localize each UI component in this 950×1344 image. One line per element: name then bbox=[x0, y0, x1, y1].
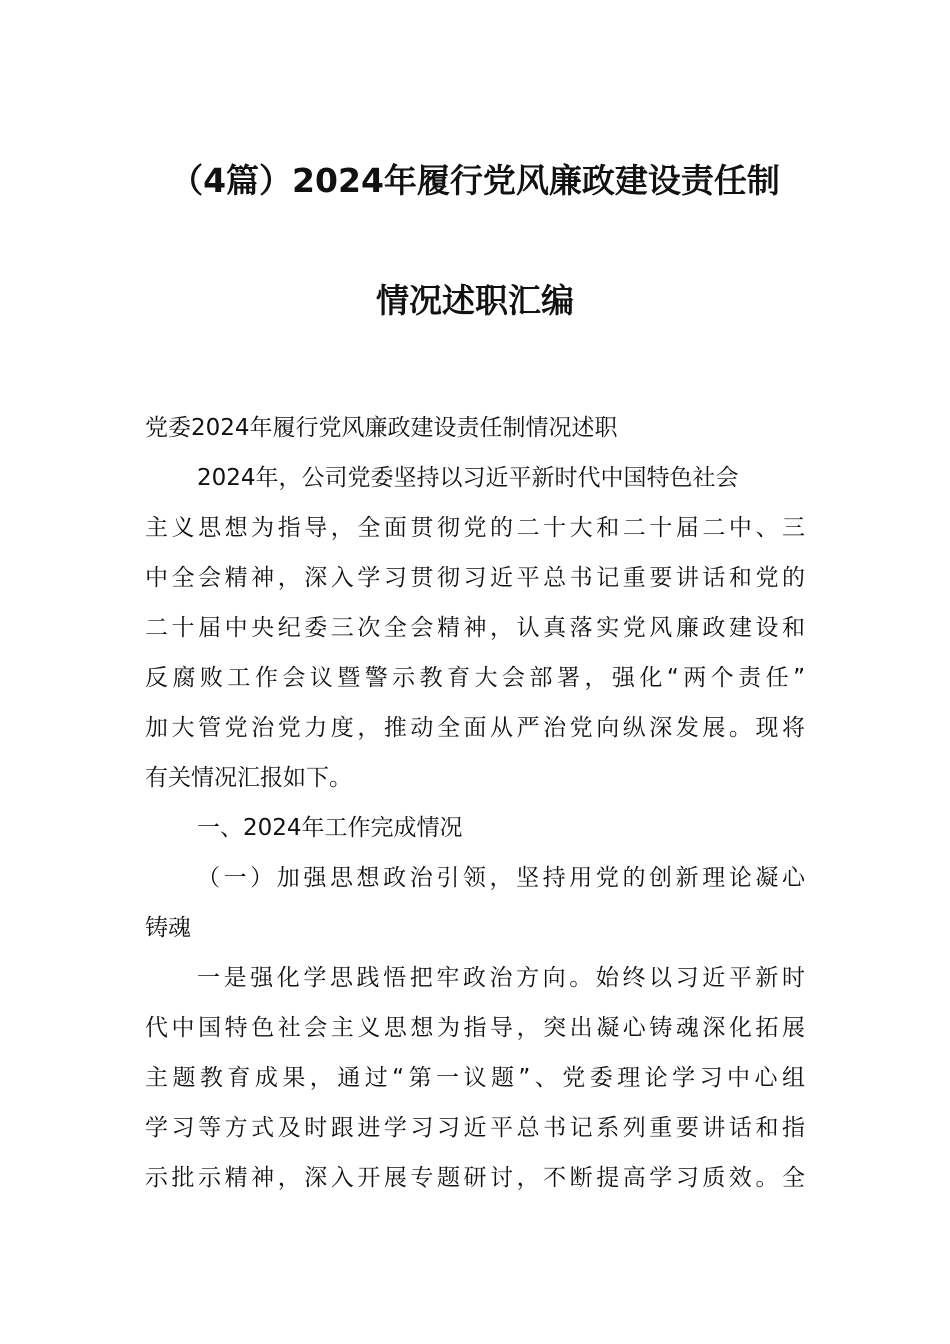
subsection-heading-line: 铸魂 bbox=[145, 915, 191, 941]
paragraph-line: 一是强化学思践悟把牢政治方向。始终以习近平新时 bbox=[197, 965, 805, 991]
paragraph-line: 有关情况汇报如下。 bbox=[145, 765, 352, 791]
section-heading: 一、2024年工作完成情况 bbox=[197, 815, 463, 841]
paragraph-line: 二十届中央纪委三次全会精神，认真落实党风廉政建设和 bbox=[145, 615, 805, 641]
paragraph-line: 主义思想为指导，全面贯彻党的二十大和二十届二中、三 bbox=[145, 515, 805, 541]
paragraph-line: 学习等方式及时跟进学习习近平总书记系列重要讲话和指 bbox=[145, 1115, 805, 1141]
paragraph-line: 2024年，公司党委坚持以习近平新时代中国特色社会 bbox=[197, 465, 739, 491]
paragraph-line: 反腐败工作会议暨警示教育大会部署，强化“两个责任” bbox=[145, 665, 805, 691]
paragraph-line: 中全会精神，深入学习贯彻习近平总书记重要讲话和党的 bbox=[145, 565, 805, 591]
paragraph-line: 示批示精神，深入开展专题研讨，不断提高学习质效。全 bbox=[145, 1165, 805, 1191]
subsection-heading-line: （一）加强思想政治引领，坚持用党的创新理论凝心 bbox=[197, 865, 805, 891]
paragraph-line: 代中国特色社会主义思想为指导，突出凝心铸魂深化拓展 bbox=[145, 1015, 805, 1041]
document-title-line-1: （4篇）2024年履行党风廉政建设责任制 bbox=[170, 161, 780, 200]
article-subheading: 党委2024年履行党风廉政建设责任制情况述职 bbox=[145, 415, 618, 441]
paragraph-line: 加大管党治党力度，推动全面从严治党向纵深发展。现将 bbox=[145, 715, 805, 741]
paragraph-line: 主题教育成果，通过“第一议题”、党委理论学习中心组 bbox=[145, 1065, 805, 1091]
document-title-line-2: 情况述职汇编 bbox=[376, 281, 574, 320]
